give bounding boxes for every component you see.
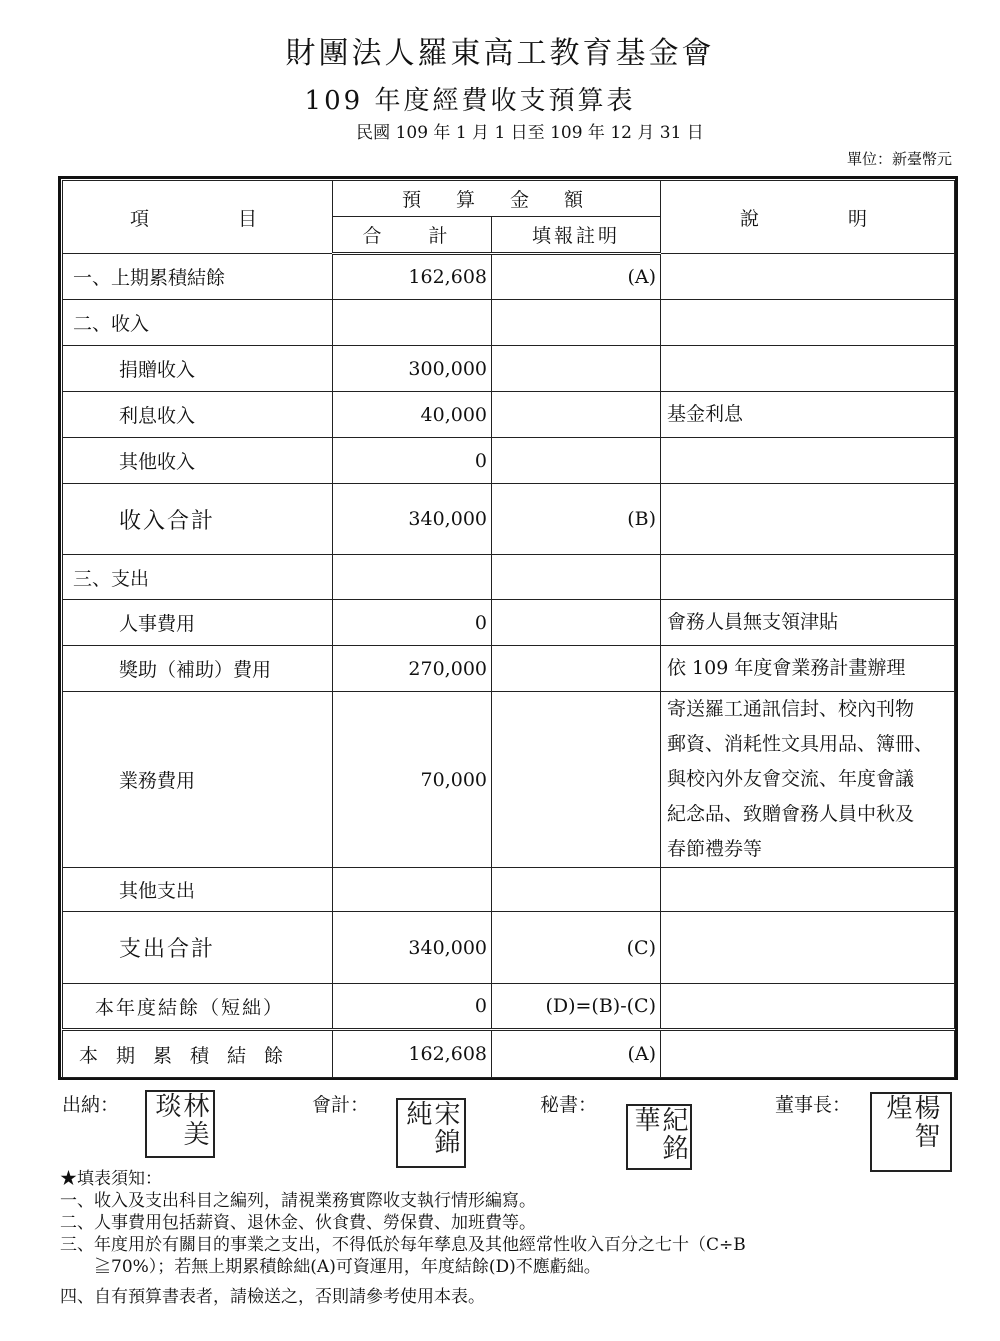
row-item: 三、支出	[63, 555, 333, 600]
chairman-seal: 楊智煌	[870, 1092, 952, 1172]
desc-line: 春節禮券等	[667, 838, 763, 860]
row-amount: 300,000	[333, 346, 492, 392]
row-amount	[333, 300, 492, 346]
table-row	[63, 438, 955, 484]
row-item: 人事費用	[63, 600, 333, 646]
row-item: 利息收入	[63, 392, 333, 438]
row-desc	[661, 984, 955, 1030]
row-amount: 0	[333, 438, 492, 484]
row-amount: 340,000	[333, 484, 492, 555]
instruction-3: 三、年度用於有關目的事業之支出，不得低於每年孳息及其他經常性收入百分之七十（C÷B	[60, 1235, 746, 1255]
row-note	[492, 692, 661, 868]
row-item: 收入合計	[63, 484, 333, 555]
row-amount: 162,608	[333, 1030, 492, 1078]
row-amount: 0	[333, 984, 492, 1030]
row-desc	[661, 868, 955, 912]
instruction-1: 一、收入及支出科目之編列，請視業務實際收支執行情形編寫。	[60, 1191, 536, 1211]
row-note: (D)=(B)-(C)	[492, 984, 661, 1030]
unit-label: 單位：新臺幣元	[846, 150, 952, 168]
row-note	[492, 555, 661, 600]
row-note	[492, 438, 661, 484]
secretary-label: 秘書：	[540, 1094, 598, 1116]
row-item: 業務費用	[63, 692, 333, 868]
row-note	[492, 346, 661, 392]
desc-line: 寄送羅工通訊信封、校內刊物	[667, 698, 915, 720]
budget-table	[62, 180, 955, 1078]
table-row	[63, 392, 955, 438]
instruction-4: 四、自有預算書表者，請檢送之，否則請參考使用本表。	[60, 1287, 485, 1307]
cashier-seal: 林美琰	[145, 1090, 215, 1158]
row-amount	[333, 868, 492, 912]
column-header-total: 合 計	[333, 217, 492, 254]
table-row	[63, 600, 955, 646]
accountant-seal: 宋錦純	[396, 1098, 466, 1168]
secretary-seal: 紀銘華	[626, 1104, 692, 1170]
table-row	[63, 254, 955, 300]
row-desc-multiline	[661, 692, 955, 868]
table-row	[63, 984, 955, 1030]
row-item: 支出合計	[63, 912, 333, 984]
row-note: (C)	[492, 912, 661, 984]
table-row	[63, 484, 955, 555]
row-note	[492, 646, 661, 692]
row-item: 本期累積結餘	[63, 1030, 333, 1078]
column-header-desc: 說 明	[661, 181, 955, 254]
row-note	[492, 300, 661, 346]
organization-name: 財團法人羅東高工教育基金會	[285, 36, 715, 71]
column-header-item: 項 目	[63, 181, 333, 254]
row-amount: 270,000	[333, 646, 492, 692]
signature-row	[0, 1090, 1000, 1170]
row-desc	[661, 254, 955, 300]
row-note: (A)	[492, 1030, 661, 1078]
row-item: 獎助（補助）費用	[63, 646, 333, 692]
row-note	[492, 600, 661, 646]
row-desc	[661, 912, 955, 984]
table-row	[63, 868, 955, 912]
row-item: 本年度結餘（短絀）	[63, 984, 333, 1030]
row-note: (A)	[492, 254, 661, 300]
desc-line: 郵資、消耗性文具用品、簿冊、	[667, 733, 934, 755]
table-row	[63, 912, 955, 984]
column-header-note: 填報註明	[492, 217, 661, 254]
row-desc	[661, 346, 955, 392]
row-desc: 會務人員無支領津貼	[661, 600, 955, 646]
row-amount: 40,000	[333, 392, 492, 438]
row-item: 其他收入	[63, 438, 333, 484]
instruction-3-cont: ≧70%）；若無上期累積餘絀(A)可資運用，年度結餘(D)不應虧絀。	[60, 1257, 601, 1277]
instructions	[60, 1168, 960, 1308]
row-note	[492, 868, 661, 912]
desc-line: 與校內外友會交流、年度會議	[667, 768, 915, 790]
table-row	[63, 646, 955, 692]
row-item: 捐贈收入	[63, 346, 333, 392]
row-note	[492, 392, 661, 438]
table-row	[63, 300, 955, 346]
row-amount	[333, 555, 492, 600]
row-desc: 基金利息	[661, 392, 955, 438]
table-row	[63, 555, 955, 600]
row-desc	[661, 1030, 955, 1078]
row-desc	[661, 484, 955, 555]
document-title: 109 年度經費收支預算表	[304, 86, 636, 116]
row-desc	[661, 438, 955, 484]
row-desc	[661, 300, 955, 346]
column-header-budget: 預 算 金 額	[333, 181, 661, 217]
row-desc: 依 109 年度會業務計畫辦理	[661, 646, 955, 692]
row-item: 一、上期累積結餘	[63, 254, 333, 300]
cashier-label: 出納：	[62, 1094, 120, 1116]
row-amount: 70,000	[333, 692, 492, 868]
table-row	[63, 346, 955, 392]
row-item: 二、收入	[63, 300, 333, 346]
row-note: (B)	[492, 484, 661, 555]
row-desc	[661, 555, 955, 600]
row-amount: 162,608	[333, 254, 492, 300]
row-amount: 0	[333, 600, 492, 646]
row-item: 其他支出	[63, 868, 333, 912]
table-row	[63, 1030, 955, 1078]
accountant-label: 會計：	[312, 1094, 370, 1116]
table-row	[63, 692, 955, 868]
instruction-2: 二、人事費用包括薪資、退休金、伙食費、勞保費、加班費等。	[60, 1213, 536, 1233]
period-text: 民國 109 年 1 月 1 日至 109 年 12 月 31 日	[356, 123, 704, 143]
instructions-heading: ★填表須知：	[60, 1169, 162, 1189]
desc-line: 紀念品、致贈會務人員中秋及	[667, 803, 915, 825]
row-amount: 340,000	[333, 912, 492, 984]
chairman-label: 董事長：	[775, 1094, 852, 1116]
